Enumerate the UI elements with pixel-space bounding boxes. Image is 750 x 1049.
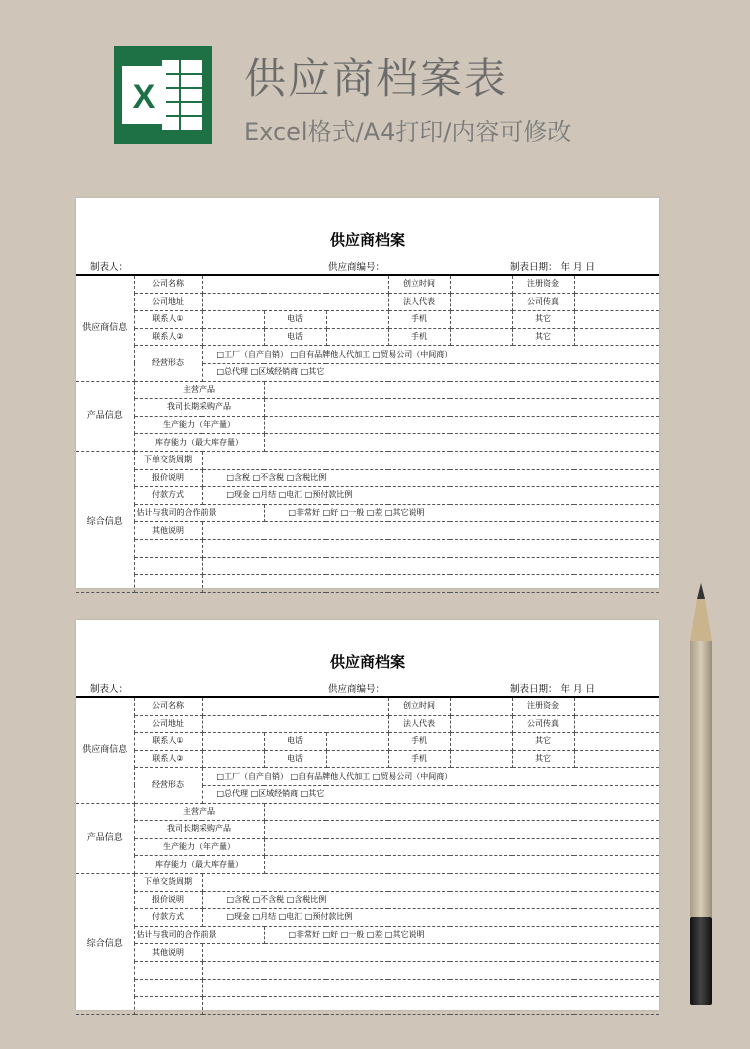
supplier-form-table: [76, 696, 659, 1015]
label-quote: 报价说明: [134, 891, 202, 909]
field-stock[interactable]: [264, 434, 659, 452]
field-other-2[interactable]: [574, 750, 659, 768]
field-contact-1[interactable]: [202, 733, 264, 751]
field-capital[interactable]: [574, 697, 659, 715]
section-overall: 综合信息: [76, 451, 134, 592]
field-other-note-line[interactable]: [202, 557, 659, 575]
label-outlook: 估计与我司的合作前景: [134, 926, 264, 944]
field-contact-1[interactable]: [202, 311, 264, 329]
field-main-product[interactable]: [264, 803, 659, 821]
page-subtitle: Excel格式/A4打印/内容可修改: [244, 118, 572, 146]
field-phone-1[interactable]: [326, 733, 388, 751]
field-phone-2[interactable]: [326, 750, 388, 768]
field-other-note-line[interactable]: [202, 961, 659, 979]
page-title: 供应商档案表: [244, 54, 509, 103]
business-form-options-1[interactable]: □工厂（自产自销） □自有品牌他人代加工 □贸易公司（中间商）: [202, 346, 659, 364]
section-product: 产品信息: [76, 381, 134, 451]
excel-icon: [114, 46, 212, 144]
date-label: 制表日期： 年 月 日: [510, 262, 596, 273]
field-other-note[interactable]: [202, 944, 659, 962]
field-long-term-products[interactable]: [264, 399, 659, 417]
label-company-name: 公司名称: [134, 275, 202, 293]
field-other-1[interactable]: [574, 733, 659, 751]
field-founded[interactable]: [450, 697, 512, 715]
label-lead-time: 下单交货周期: [134, 451, 202, 469]
label-main-product: 主营产品: [134, 803, 264, 821]
field-founded[interactable]: [450, 275, 512, 293]
pencil-icon: [686, 583, 716, 1009]
label-other: 其它: [512, 750, 574, 768]
field-lead-time[interactable]: [202, 451, 659, 469]
label-business-form: 经营形态: [134, 768, 202, 803]
sheet-title: 供应商档案: [329, 653, 405, 671]
form-sheet-1: [76, 198, 659, 588]
field-other-1[interactable]: [574, 311, 659, 329]
field-mobile-2[interactable]: [450, 750, 512, 768]
label-payment: 付款方式: [134, 487, 202, 505]
section-supplier: 供应商信息: [76, 697, 134, 803]
label-legal-rep: 法人代表: [388, 715, 450, 733]
label-other-note: 其他说明: [134, 944, 202, 962]
label-business-form: 经营形态: [134, 346, 202, 381]
section-product: 产品信息: [76, 803, 134, 873]
label-mobile: 手机: [388, 328, 450, 346]
label-phone: 电话: [264, 311, 326, 329]
field-other-note[interactable]: [202, 522, 659, 540]
field-other-note-line[interactable]: [202, 539, 659, 557]
blank-cell: [134, 575, 202, 593]
field-mobile-1[interactable]: [450, 733, 512, 751]
label-other: 其它: [512, 311, 574, 329]
field-capital[interactable]: [574, 275, 659, 293]
label-other: 其它: [512, 733, 574, 751]
label-phone: 电话: [264, 750, 326, 768]
label-phone: 电话: [264, 328, 326, 346]
label-other-note: 其他说明: [134, 522, 202, 540]
business-form-options-1[interactable]: □工厂（自产自销） □自有品牌他人代加工 □贸易公司（中间商）: [202, 768, 659, 786]
label-quote: 报价说明: [134, 469, 202, 487]
label-lead-time: 下单交货周期: [134, 873, 202, 891]
date-label: 制表日期： 年 月 日: [510, 684, 596, 695]
label-capacity: 生产能力（年产量）: [134, 838, 264, 856]
label-capital: 注册资金: [512, 275, 574, 293]
label-company-name: 公司名称: [134, 697, 202, 715]
label-other: 其它: [512, 328, 574, 346]
field-fax[interactable]: [574, 715, 659, 733]
field-address[interactable]: [202, 715, 388, 733]
header: [0, 0, 750, 180]
label-address: 公司地址: [134, 293, 202, 311]
payment-options[interactable]: □现金 □月结 □电汇 □预付款比例: [202, 909, 659, 927]
label-address: 公司地址: [134, 715, 202, 733]
label-capacity: 生产能力（年产量）: [134, 416, 264, 434]
label-founded: 创立时间: [388, 697, 450, 715]
field-other-note-line[interactable]: [202, 575, 659, 593]
label-fax: 公司传真: [512, 715, 574, 733]
section-supplier: 供应商信息: [76, 275, 134, 381]
blank-cell: [134, 997, 202, 1015]
field-other-note-line[interactable]: [202, 997, 659, 1015]
form-sheet-2: [76, 620, 659, 1010]
label-payment: 付款方式: [134, 909, 202, 927]
label-capital: 注册资金: [512, 697, 574, 715]
label-contact-2: 联系人②: [134, 328, 202, 346]
field-main-product[interactable]: [264, 381, 659, 399]
field-contact-2[interactable]: [202, 750, 264, 768]
label-mobile: 手机: [388, 750, 450, 768]
field-other-note-line[interactable]: [202, 979, 659, 997]
section-overall: 综合信息: [76, 873, 134, 1014]
label-fax: 公司传真: [512, 293, 574, 311]
field-contact-2[interactable]: [202, 328, 264, 346]
field-lead-time[interactable]: [202, 873, 659, 891]
field-capacity[interactable]: [264, 416, 659, 434]
label-founded: 创立时间: [388, 275, 450, 293]
field-phone-1[interactable]: [326, 311, 388, 329]
business-form-options-2[interactable]: □总代理 □区域经销商 □其它: [202, 363, 659, 381]
blank-cell: [134, 961, 202, 979]
label-mobile: 手机: [388, 733, 450, 751]
maker-label: 制表人：: [90, 684, 129, 695]
blank-cell: [134, 539, 202, 557]
label-long-term-products: 我司长期采购产品: [134, 399, 264, 417]
field-mobile-1[interactable]: [450, 311, 512, 329]
quote-options[interactable]: □含税 □不含税 □含税比例: [202, 891, 659, 909]
maker-label: 制表人：: [90, 262, 129, 273]
supplier-form-table: [76, 274, 659, 593]
label-contact-1: 联系人①: [134, 311, 202, 329]
field-long-term-products[interactable]: [264, 821, 659, 839]
excel-logo-letter: X: [132, 78, 156, 116]
label-stock: 库存能力（最大库存量）: [134, 856, 264, 874]
supplier-code-label: 供应商编号：: [328, 684, 386, 695]
label-long-term-products: 我司长期采购产品: [134, 821, 264, 839]
field-legal-rep[interactable]: [450, 715, 512, 733]
outlook-options[interactable]: □非常好 □好 □一般 □差 □其它说明: [264, 926, 659, 944]
label-contact-1: 联系人①: [134, 733, 202, 751]
field-address[interactable]: [202, 293, 388, 311]
field-phone-2[interactable]: [326, 328, 388, 346]
supplier-code-label: 供应商编号：: [328, 262, 386, 273]
outlook-options[interactable]: □非常好 □好 □一般 □差 □其它说明: [264, 504, 659, 522]
field-company-name[interactable]: [202, 275, 388, 293]
field-fax[interactable]: [574, 293, 659, 311]
label-stock: 库存能力（最大库存量）: [134, 434, 264, 452]
label-legal-rep: 法人代表: [388, 293, 450, 311]
label-contact-2: 联系人②: [134, 750, 202, 768]
label-phone: 电话: [264, 733, 326, 751]
business-form-options-2[interactable]: □总代理 □区域经销商 □其它: [202, 785, 659, 803]
payment-options[interactable]: □现金 □月结 □电汇 □预付款比例: [202, 487, 659, 505]
quote-options[interactable]: □含税 □不含税 □含税比例: [202, 469, 659, 487]
field-capacity[interactable]: [264, 838, 659, 856]
field-stock[interactable]: [264, 856, 659, 874]
sheet-title: 供应商档案: [329, 231, 405, 249]
blank-cell: [134, 979, 202, 997]
field-mobile-2[interactable]: [450, 328, 512, 346]
label-outlook: 估计与我司的合作前景: [134, 504, 264, 522]
field-other-2[interactable]: [574, 328, 659, 346]
label-main-product: 主营产品: [134, 381, 264, 399]
label-mobile: 手机: [388, 311, 450, 329]
field-company-name[interactable]: [202, 697, 388, 715]
field-legal-rep[interactable]: [450, 293, 512, 311]
blank-cell: [134, 557, 202, 575]
